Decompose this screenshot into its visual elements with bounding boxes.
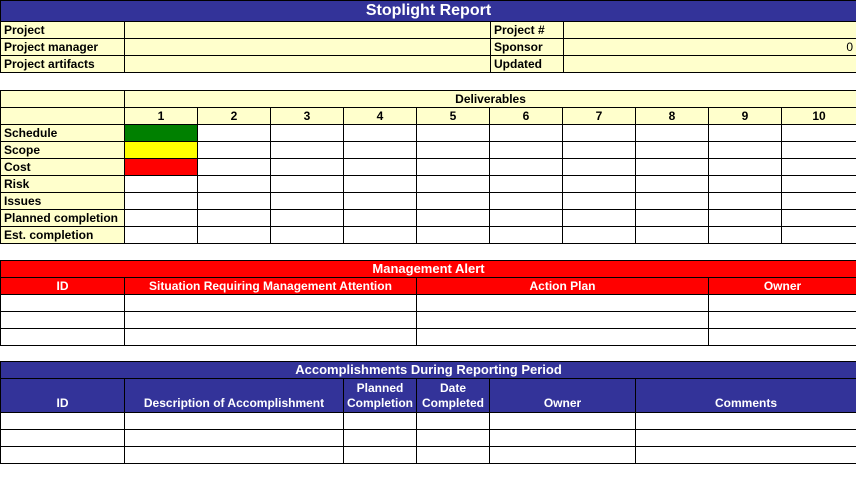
status-cell[interactable] [709, 142, 782, 159]
row-label-issues: Issues [1, 193, 125, 210]
status-cell[interactable] [125, 210, 198, 227]
accomp-col-id: ID [1, 379, 125, 413]
status-cell[interactable] [125, 227, 198, 244]
accomp-id-cell[interactable] [1, 413, 125, 430]
status-cell[interactable] [490, 210, 563, 227]
status-cell[interactable] [344, 176, 417, 193]
status-cell[interactable] [417, 210, 490, 227]
deliverable-row-planned-completion [1, 210, 856, 227]
deliverable-col-header: 10 [782, 108, 856, 125]
status-cell[interactable] [125, 193, 198, 210]
alert-id-cell[interactable] [1, 329, 125, 346]
deliverables-corner-cell [1, 108, 125, 125]
status-cell[interactable] [198, 142, 271, 159]
deliverable-row-schedule [1, 125, 856, 142]
accomp-date-cell[interactable] [417, 430, 490, 447]
status-cell[interactable] [344, 227, 417, 244]
alert-owner-cell[interactable] [709, 312, 856, 329]
status-cell[interactable] [709, 227, 782, 244]
accomp-date-cell[interactable] [417, 413, 490, 430]
deliverables-corner-cell [1, 91, 125, 108]
status-cell[interactable] [490, 159, 563, 176]
status-cell[interactable] [636, 125, 709, 142]
management-alert-title: Management Alert [1, 261, 856, 278]
accomp-col-date-completed: Date Completed [417, 379, 490, 413]
accomp-id-cell[interactable] [1, 447, 125, 464]
status-cell[interactable] [709, 125, 782, 142]
status-cell[interactable] [198, 159, 271, 176]
status-cell[interactable] [563, 142, 636, 159]
deliverables-title: Deliverables [125, 91, 856, 108]
status-cell[interactable] [709, 193, 782, 210]
project-field[interactable] [125, 22, 491, 39]
table-row [1, 413, 856, 430]
deliverable-row-cost [1, 159, 856, 176]
status-cell[interactable] [271, 142, 344, 159]
updated-label: Updated [491, 56, 564, 73]
status-cell[interactable] [490, 193, 563, 210]
project-number-field[interactable] [564, 22, 856, 39]
accomp-description-cell[interactable] [125, 430, 344, 447]
status-cell[interactable] [417, 125, 490, 142]
accomp-col-comments: Comments [636, 379, 856, 413]
status-cell[interactable] [198, 193, 271, 210]
accomp-comments-cell[interactable] [636, 447, 856, 464]
alert-col-situation: Situation Requiring Management Attention [125, 278, 417, 295]
status-cell[interactable] [563, 210, 636, 227]
alert-action-cell[interactable] [417, 295, 709, 312]
status-cell[interactable] [417, 193, 490, 210]
status-cell[interactable] [782, 176, 856, 193]
deliverable-col-header: 1 [125, 108, 198, 125]
deliverable-col-header: 8 [636, 108, 709, 125]
accomp-description-cell[interactable] [125, 447, 344, 464]
status-cell[interactable] [563, 227, 636, 244]
status-cell[interactable] [782, 210, 856, 227]
management-alert-table [0, 260, 856, 346]
deliverable-row-scope [1, 142, 856, 159]
status-cell[interactable] [271, 125, 344, 142]
deliverable-row-issues [1, 193, 856, 210]
table-row [1, 295, 856, 312]
status-cell[interactable] [344, 193, 417, 210]
table-row [1, 312, 856, 329]
status-cell[interactable] [636, 142, 709, 159]
row-label-scope: Scope [1, 142, 125, 159]
accomp-description-cell[interactable] [125, 413, 344, 430]
accomp-id-cell[interactable] [1, 430, 125, 447]
deliverable-row-est-completion [1, 227, 856, 244]
alert-owner-cell[interactable] [709, 295, 856, 312]
deliverable-col-header: 4 [344, 108, 417, 125]
accomp-comments-cell[interactable] [636, 413, 856, 430]
project-info-table [0, 0, 856, 73]
alert-situation-cell[interactable] [125, 312, 417, 329]
alert-owner-cell[interactable] [709, 329, 856, 346]
row-label-schedule: Schedule [1, 125, 125, 142]
project-artifacts-field[interactable] [125, 56, 491, 73]
row-label-cost: Cost [1, 159, 125, 176]
status-cell[interactable] [417, 227, 490, 244]
deliverables-table [0, 90, 856, 244]
status-cell[interactable] [782, 227, 856, 244]
alert-col-action-plan: Action Plan [417, 278, 709, 295]
row-label-planned-completion: Planned completion [1, 210, 125, 227]
accomp-owner-cell[interactable] [490, 430, 636, 447]
status-cell[interactable] [563, 193, 636, 210]
alert-id-cell[interactable] [1, 312, 125, 329]
status-cell[interactable] [490, 176, 563, 193]
status-cell[interactable] [198, 176, 271, 193]
table-row [1, 430, 856, 447]
status-cell[interactable] [271, 227, 344, 244]
row-label-risk: Risk [1, 176, 125, 193]
status-cell-red[interactable] [125, 159, 198, 176]
accomp-owner-cell[interactable] [490, 447, 636, 464]
accomp-planned-cell[interactable] [344, 430, 417, 447]
accomp-col-owner: Owner [490, 379, 636, 413]
updated-field[interactable] [564, 56, 856, 73]
table-row [1, 329, 856, 346]
status-cell[interactable] [490, 142, 563, 159]
row-label-est-completion: Est. completion [1, 227, 125, 244]
status-cell-yellow[interactable] [125, 142, 198, 159]
status-cell[interactable] [344, 210, 417, 227]
project-label: Project [1, 22, 125, 39]
status-cell[interactable] [709, 210, 782, 227]
report-title: Stoplight Report [1, 1, 856, 22]
deliverable-row-risk [1, 176, 856, 193]
status-cell[interactable] [198, 210, 271, 227]
alert-action-cell[interactable] [417, 312, 709, 329]
deliverable-col-header: 3 [271, 108, 344, 125]
status-cell[interactable] [344, 142, 417, 159]
alert-id-cell[interactable] [1, 295, 125, 312]
accomp-col-planned-completion: Planned Completion [344, 379, 417, 413]
status-cell[interactable] [271, 193, 344, 210]
project-manager-field[interactable] [125, 39, 491, 56]
deliverable-col-header: 5 [417, 108, 490, 125]
sponsor-field[interactable]: 0 [564, 39, 856, 56]
deliverable-col-header: 9 [709, 108, 782, 125]
accomp-planned-cell[interactable] [344, 413, 417, 430]
accomp-owner-cell[interactable] [490, 413, 636, 430]
status-cell[interactable] [709, 159, 782, 176]
status-cell[interactable] [271, 176, 344, 193]
status-cell[interactable] [636, 210, 709, 227]
deliverable-col-header: 7 [563, 108, 636, 125]
status-cell[interactable] [636, 227, 709, 244]
status-cell[interactable] [125, 176, 198, 193]
alert-action-cell[interactable] [417, 329, 709, 346]
project-artifacts-label: Project artifacts [1, 56, 125, 73]
status-cell[interactable] [417, 142, 490, 159]
status-cell[interactable] [490, 227, 563, 244]
status-cell[interactable] [198, 227, 271, 244]
status-cell[interactable] [563, 176, 636, 193]
status-cell[interactable] [344, 125, 417, 142]
project-manager-label: Project manager [1, 39, 125, 56]
status-cell[interactable] [271, 210, 344, 227]
status-cell[interactable] [636, 159, 709, 176]
alert-situation-cell[interactable] [125, 295, 417, 312]
status-cell[interactable] [417, 159, 490, 176]
accomp-planned-cell[interactable] [344, 447, 417, 464]
project-number-label: Project # [491, 22, 564, 39]
status-cell[interactable] [344, 159, 417, 176]
status-cell[interactable] [563, 125, 636, 142]
alert-situation-cell[interactable] [125, 329, 417, 346]
status-cell[interactable] [782, 193, 856, 210]
status-cell[interactable] [198, 125, 271, 142]
deliverable-col-header: 2 [198, 108, 271, 125]
accomplishments-title: Accomplishments During Reporting Period [1, 362, 856, 379]
accomp-date-cell[interactable] [417, 447, 490, 464]
status-cell[interactable] [490, 125, 563, 142]
status-cell[interactable] [271, 159, 344, 176]
table-row [1, 447, 856, 464]
status-cell[interactable] [636, 176, 709, 193]
status-cell[interactable] [417, 176, 490, 193]
accomp-comments-cell[interactable] [636, 430, 856, 447]
status-cell[interactable] [782, 125, 856, 142]
accomp-col-description: Description of Accomplishment [125, 379, 344, 413]
deliverable-col-header: 6 [490, 108, 563, 125]
status-cell[interactable] [709, 176, 782, 193]
status-cell[interactable] [563, 159, 636, 176]
status-cell[interactable] [782, 159, 856, 176]
status-cell[interactable] [636, 193, 709, 210]
alert-col-id: ID [1, 278, 125, 295]
status-cell-green[interactable] [125, 125, 198, 142]
sponsor-label: Sponsor [491, 39, 564, 56]
status-cell[interactable] [782, 142, 856, 159]
accomplishments-table [0, 361, 856, 464]
alert-col-owner: Owner [709, 278, 856, 295]
